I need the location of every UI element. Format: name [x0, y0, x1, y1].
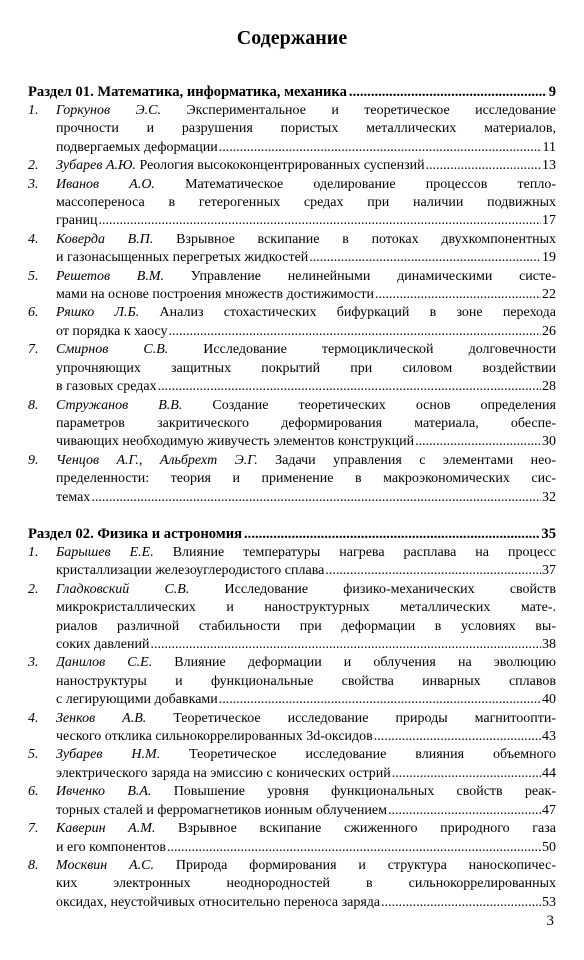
entry-line-text: [56, 839, 166, 857]
entry-text: в газовых средах: [56, 379, 157, 395]
entry-number: 3.: [28, 655, 39, 671]
entry-text: риалов различной стабильности при деформации в условиях вы-: [56, 618, 556, 634]
entry-page: 47: [542, 802, 556, 818]
toc-entry: [28, 304, 556, 341]
entry-text: и его компонентов: [56, 839, 167, 855]
entry-body: [56, 231, 556, 268]
entry-author: Смирнов С.В.: [56, 342, 169, 358]
entry-number: 1.: [28, 103, 39, 118]
entry-author: Москвин А.С.: [56, 857, 154, 873]
entry-number: 8.: [28, 397, 39, 413]
entry-page: 32: [542, 489, 556, 505]
entry-line: [56, 212, 556, 230]
entry-author: Горкунов Э.С.: [56, 103, 161, 118]
toc-entry: [28, 176, 556, 231]
entry-text: границ: [56, 213, 98, 229]
dot-leader: [325, 562, 541, 580]
toc-entry: [28, 746, 556, 783]
entry-page: 53: [542, 894, 556, 910]
entry-line: [56, 654, 556, 672]
dot-leader: [349, 83, 547, 102]
entry-line-text: [56, 894, 380, 912]
entry-number: 5.: [28, 268, 39, 284]
entry-text: темах: [56, 489, 91, 505]
entry-text: прочности и разрушения пористых металлических материалов,: [56, 121, 556, 137]
entry-author: Иванов А.О.: [56, 176, 155, 192]
entry-page: 40: [542, 692, 556, 708]
dot-leader: [244, 525, 539, 544]
section-page: 9: [548, 84, 556, 100]
toc-section-01: [28, 83, 556, 507]
entry-text: упрочняющих защитных покрытий при силовом воздействии: [56, 360, 556, 376]
entry-body: [56, 857, 556, 912]
entry-text: Природа формирования и структура наноскопичес-: [154, 857, 556, 873]
entry-line: [56, 691, 556, 709]
entry-line-text: [56, 378, 157, 396]
entry-line: [56, 765, 556, 783]
entry-number: 3.: [28, 176, 39, 192]
dot-leader: [150, 636, 541, 654]
entry-number: 7.: [28, 342, 39, 358]
entry-text: Влияние температуры нагрева расплава на процесс: [153, 545, 556, 560]
entry-line-text: [56, 489, 90, 507]
toc-entry: [28, 710, 556, 747]
entry-line: [56, 562, 556, 580]
entry-line: [56, 433, 556, 451]
entry-line: [56, 176, 556, 194]
entry-line-text: [56, 249, 308, 267]
section-page: 35: [541, 526, 556, 542]
toc-page: [28, 0, 556, 960]
entry-line: [56, 249, 556, 267]
dot-leader: [375, 286, 541, 304]
entry-page: 17: [542, 213, 556, 229]
section-heading: [28, 83, 556, 102]
entry-text: микрокристаллических и наноструктурных металлических мате-.: [56, 600, 556, 616]
entry-author: Ченцов А.Г., Альбрехт Э.Г.: [56, 452, 258, 468]
entry-text: с легирующими добавками: [56, 692, 218, 708]
entry-body: [56, 268, 556, 305]
entry-text: Теоретическое исследование природы магнитоопти-: [146, 710, 556, 726]
entry-text: кристаллизации железоуглеродистого сплава: [56, 563, 325, 579]
entry-line-text: [56, 802, 387, 820]
entry-line-text: [56, 157, 425, 175]
toc-entry: [28, 820, 556, 857]
dot-leader: [169, 323, 541, 341]
entry-number: 5.: [28, 747, 39, 763]
entry-body: [56, 304, 556, 341]
entry-page: 22: [542, 287, 556, 303]
dot-leader: [219, 139, 542, 157]
toc-entry: [28, 231, 556, 268]
entry-text: от порядка к хаосу: [56, 323, 168, 339]
entry-page: 50: [542, 839, 556, 855]
entry-page: 19: [542, 250, 556, 266]
entry-line: [56, 286, 556, 304]
entry-page: 11: [542, 139, 556, 155]
section-title: Раздел 01. Математика, информатика, механика: [28, 84, 347, 100]
entry-number: 6.: [28, 305, 39, 321]
entry-line-text: [56, 636, 149, 654]
entry-author: Решетов В.М.: [56, 268, 165, 284]
entry-text: ческого отклика сильнокоррелированных 3d-оксидов: [56, 729, 373, 745]
entry-author: Ряшко Л.Б.: [56, 305, 140, 321]
entry-line: [56, 710, 556, 728]
entry-text: Повышение уровня функциональных свойств реак-: [151, 784, 556, 800]
entry-line-text: [56, 728, 373, 746]
entry-line-text: [56, 765, 391, 783]
toc-entry: [28, 397, 556, 452]
entry-author: Зубарев Н.М.: [56, 747, 161, 763]
entry-line: [56, 120, 556, 138]
toc-entry: [28, 268, 556, 305]
entry-body: [56, 820, 556, 857]
entry-body: [56, 654, 556, 709]
entry-line: [56, 857, 556, 875]
entry-text: Теоретическое исследование влияния объемного: [160, 747, 556, 763]
entry-line: [56, 268, 556, 286]
entry-line: [56, 323, 556, 341]
entry-line-text: [56, 139, 218, 157]
entry-number: 2.: [28, 158, 39, 174]
entry-text: ких электронных неоднородностей в сильнокоррелированных: [56, 876, 556, 892]
entry-text: Реология высококонцентрированных суспензий: [135, 158, 425, 174]
entry-line: [56, 746, 556, 764]
entry-line: [56, 194, 556, 212]
entry-page: 26: [542, 323, 556, 339]
entry-line: [56, 544, 556, 562]
toc-entry: [28, 341, 556, 396]
entry-body: [56, 581, 556, 655]
entry-line: [56, 470, 556, 488]
entry-text: Взрывное вскипание в потоках двухкомпонентных: [153, 231, 556, 247]
entry-body: [56, 710, 556, 747]
entry-text: параметров закритического деформирования материала, обеспе-: [56, 415, 556, 431]
entry-text: подвергаемых деформации: [56, 139, 218, 155]
entry-author: Зубарев А.Ю.: [56, 158, 136, 174]
toc-entry: [28, 783, 556, 820]
entry-line: [56, 304, 556, 322]
entry-author: Данилов С.Е.: [56, 655, 153, 671]
entry-line-text: [56, 323, 168, 341]
dot-leader: [91, 489, 541, 507]
dot-leader: [381, 894, 541, 912]
entry-text: Влияние деформации и облучения на эволюцию: [152, 655, 556, 671]
dot-leader: [158, 378, 541, 396]
entry-line: [56, 839, 556, 857]
dot-leader: [167, 839, 541, 857]
entry-text: наноструктуры и функциональные свойства инварных сплавов: [56, 673, 556, 689]
entry-author: Каверин А.М.: [56, 821, 156, 837]
page-title: Содержание: [236, 27, 348, 49]
entry-body: [56, 397, 556, 452]
entry-line: [56, 581, 556, 599]
entry-page: 13: [542, 158, 556, 174]
entry-author: Гладковский С.В.: [56, 581, 190, 597]
entry-line: [56, 673, 556, 691]
entry-text: Создание теоретических основ определения: [182, 397, 556, 413]
entry-text: массопереноса в гетерогенных средах при наличии подвижных: [56, 195, 556, 211]
entry-number: 6.: [28, 784, 39, 800]
entry-page: 43: [542, 729, 556, 745]
entry-author: Ивченко В.А.: [56, 784, 152, 800]
entry-page: 28: [542, 379, 556, 395]
entry-line: [56, 599, 556, 617]
entry-page: 30: [542, 434, 556, 450]
entry-line: [56, 875, 556, 893]
toc-entry: [28, 452, 556, 507]
entry-text: чивающих необходимую живучесть элементов конструкций: [56, 434, 415, 450]
entry-number: 4.: [28, 231, 39, 247]
entry-author: Барышев Е.Е.: [56, 545, 154, 560]
entry-body: [56, 452, 556, 507]
dot-leader: [388, 802, 541, 820]
entry-line: [56, 802, 556, 820]
entry-text: пределенности: теория и применение в макроэкономических сис-: [56, 471, 556, 487]
entry-number: 1.: [28, 545, 39, 560]
entry-line: [56, 378, 556, 396]
entry-body: [56, 746, 556, 783]
entry-body: [56, 544, 556, 581]
entry-body: [56, 157, 556, 175]
dot-leader: [374, 728, 541, 746]
entry-line: [56, 452, 556, 470]
entry-line-text: [56, 691, 218, 709]
dot-leader: [98, 212, 541, 230]
entry-author: Коверда В.П.: [56, 231, 154, 247]
entry-text: электрического заряда на эмиссию с конических острий: [56, 765, 391, 781]
entry-text: оксидах, неустойчивых относительно переноса заряда: [56, 894, 381, 910]
entry-text: Задачи управления с элементами нео-: [257, 452, 556, 468]
toc-entry: [28, 654, 556, 709]
entry-text: Исследование термоциклической долговечности: [168, 342, 556, 358]
dot-leader: [219, 691, 541, 709]
entry-line: [56, 397, 556, 415]
toc-entry: [28, 857, 556, 912]
entry-number: 4.: [28, 710, 39, 726]
dot-leader: [309, 249, 541, 267]
page-number: 3: [546, 913, 554, 929]
entry-line: [56, 489, 556, 507]
entry-body: [56, 102, 556, 157]
entry-text: мами на основе построения множеств достижимости: [56, 287, 374, 303]
entry-body: [56, 341, 556, 396]
entry-page: 38: [542, 637, 556, 653]
toc-entry: [28, 157, 556, 175]
entry-line: [56, 636, 556, 654]
entry-line-text: [56, 562, 324, 580]
entry-line: [56, 618, 556, 636]
dot-leader: [426, 157, 541, 175]
entry-body: [56, 176, 556, 231]
entry-text: Анализ стохастических бифуркаций в зоне перехода: [139, 305, 556, 321]
entry-number: 8.: [28, 857, 39, 873]
dot-leader: [392, 765, 541, 783]
entry-line: [56, 157, 556, 175]
entry-text: и газонасыщенных перегретых жидкостей: [56, 250, 309, 266]
entry-line: [56, 783, 556, 801]
entry-text: Экспериментальное и теоретическое исследование: [160, 103, 556, 118]
entry-page: 44: [542, 765, 556, 781]
entry-body: [56, 783, 556, 820]
entry-text: Управление нелинейными динамическими систе-: [164, 268, 556, 284]
entry-line: [56, 102, 556, 120]
entry-page: 37: [542, 563, 556, 579]
entry-line: [56, 728, 556, 746]
entry-number: 2.: [28, 581, 39, 597]
toc-entry: [28, 544, 556, 581]
entry-text: Взрывное вскипание сжиженного природного газа: [155, 821, 556, 837]
entry-line: [56, 360, 556, 378]
entry-line-text: [56, 212, 97, 230]
entry-text: соких давлений: [56, 637, 150, 653]
entry-author: Стружанов В.В.: [56, 397, 183, 413]
entry-text: торных сталей и ферромагнетиков ионным облучением: [56, 802, 387, 818]
entry-line: [56, 820, 556, 838]
entry-line: [56, 139, 556, 157]
entry-author: Зенков А.В.: [56, 710, 147, 726]
entry-line-text: [56, 433, 414, 451]
toc-section-02: [28, 525, 556, 912]
entry-number: 7.: [28, 821, 39, 837]
entry-line: [56, 231, 556, 249]
dot-leader: [415, 433, 541, 451]
toc-entry: [28, 102, 556, 157]
entry-line: [56, 341, 556, 359]
entry-text: Исследование физико-механических свойств: [189, 581, 556, 597]
entry-number: 9.: [28, 452, 39, 468]
section-heading: [28, 525, 556, 544]
entry-line: [56, 415, 556, 433]
section-title: Раздел 02. Физика и астрономия: [28, 526, 243, 542]
toc-entry: [28, 581, 556, 655]
entry-line-text: [56, 286, 374, 304]
entry-line: [56, 894, 556, 912]
entry-text: Математическое оделирование процессов тепло-: [154, 176, 556, 192]
